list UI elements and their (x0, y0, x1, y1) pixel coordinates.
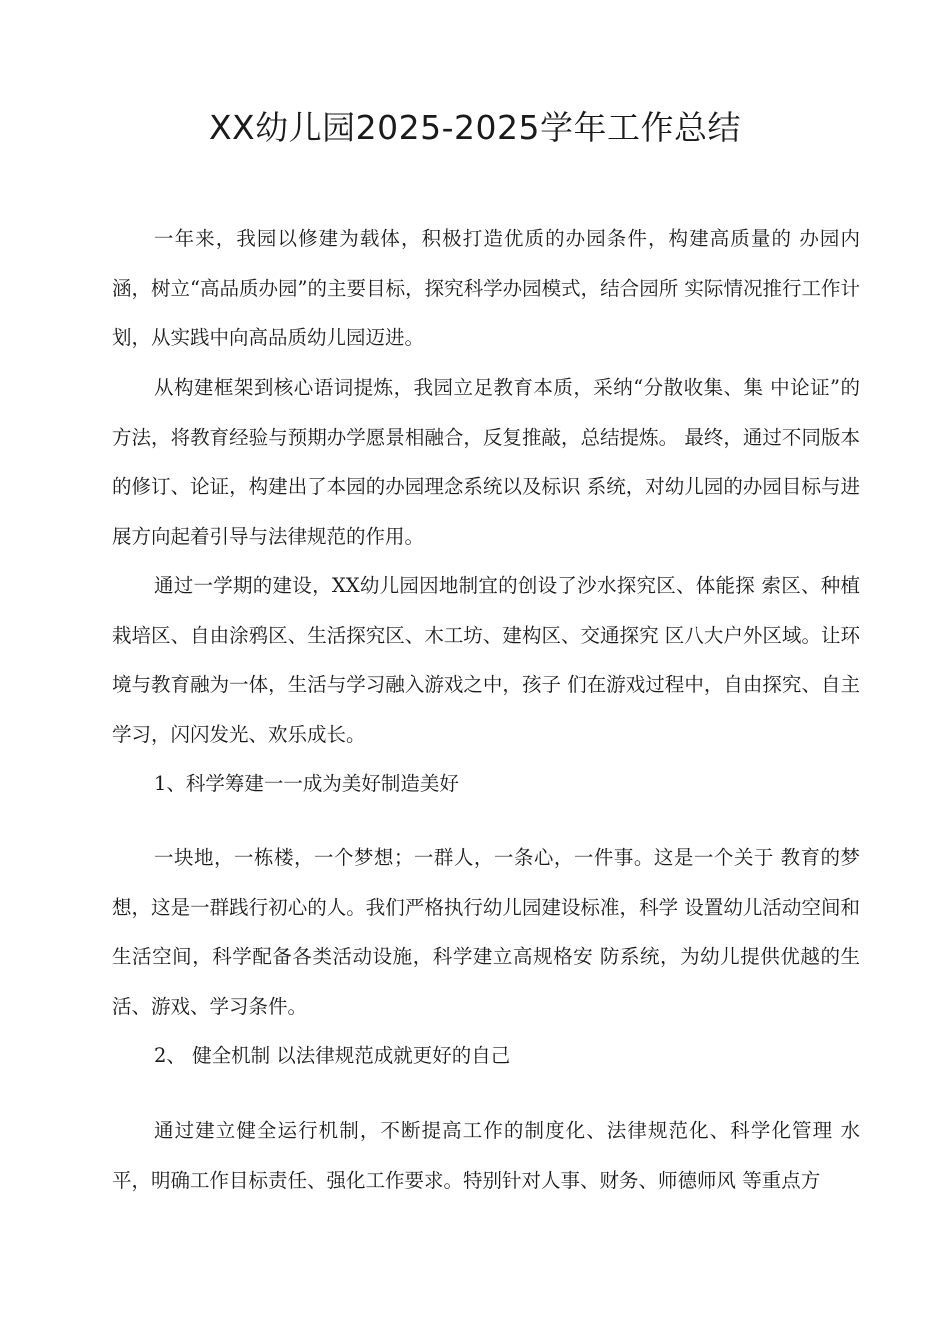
section-1-heading: 1、科学筹建一一成为美好制造美好 (154, 772, 459, 795)
philosophy-paragraph: 从构建框架到核心语词提炼，我园立足教育本质，采纳“分散收集、集 中论证”的方法，将教育经验与预期办学愿景相融合，反复推敲，总结提炼。 最终，通过不同版本的修订、论证，构建出了本园的办园理念系统以及标识 系统，对幼儿园的办园目标与进展方向起着引导与法律规范的作用。 (112, 376, 860, 548)
intro-paragraph: 一年来，我园以修建为载体，积极打造优质的办园条件，构建高质量的 办园内涵，树立“高品质办园”的主要目标，探究科学办园模式，结合园所 实际情况推行工作计划，从实践中向高品质幼儿园迈进。 (112, 227, 860, 349)
section-2-heading: 2、 健全机制 以法律规范成就更好的自己 (154, 1044, 511, 1067)
section-2-paragraph: 通过建立健全运行机制，不断提高工作的制度化、法律规范化、科学化管理 水平，明确工作目标责任、强化工作要求。特别针对人事、财务、师德师风 等重点方 (112, 1119, 860, 1192)
section-1-paragraph: 一块地，一栋楼，一个梦想；一群人，一条心，一件事。这是一个关于 教育的梦想，这是一群践行初心的人。我们严格执行幼儿园建设标准，科学 设置幼儿活动空间和生活空间，科学配备各类活动设施，科学建立高规格安 防系统，为幼儿提供优越的生活、游戏、学习条件。 (112, 846, 860, 1018)
outdoor-areas-paragraph: 通过一学期的建设，XX幼儿园因地制宜的创设了沙水探究区、体能探 索区、种植栽培区、自由涂鸦区、生活探究区、木工坊、建构区、交通探究 区八大户外区域。让环境与教育融为一体，生活与学习融入游戏之中，孩子 们在游戏过程中，自由探究、自主学习，闪闪发光、欢乐成长。 (112, 574, 860, 746)
document-title: XX幼儿园2025-2025学年工作总结 (208, 108, 742, 147)
